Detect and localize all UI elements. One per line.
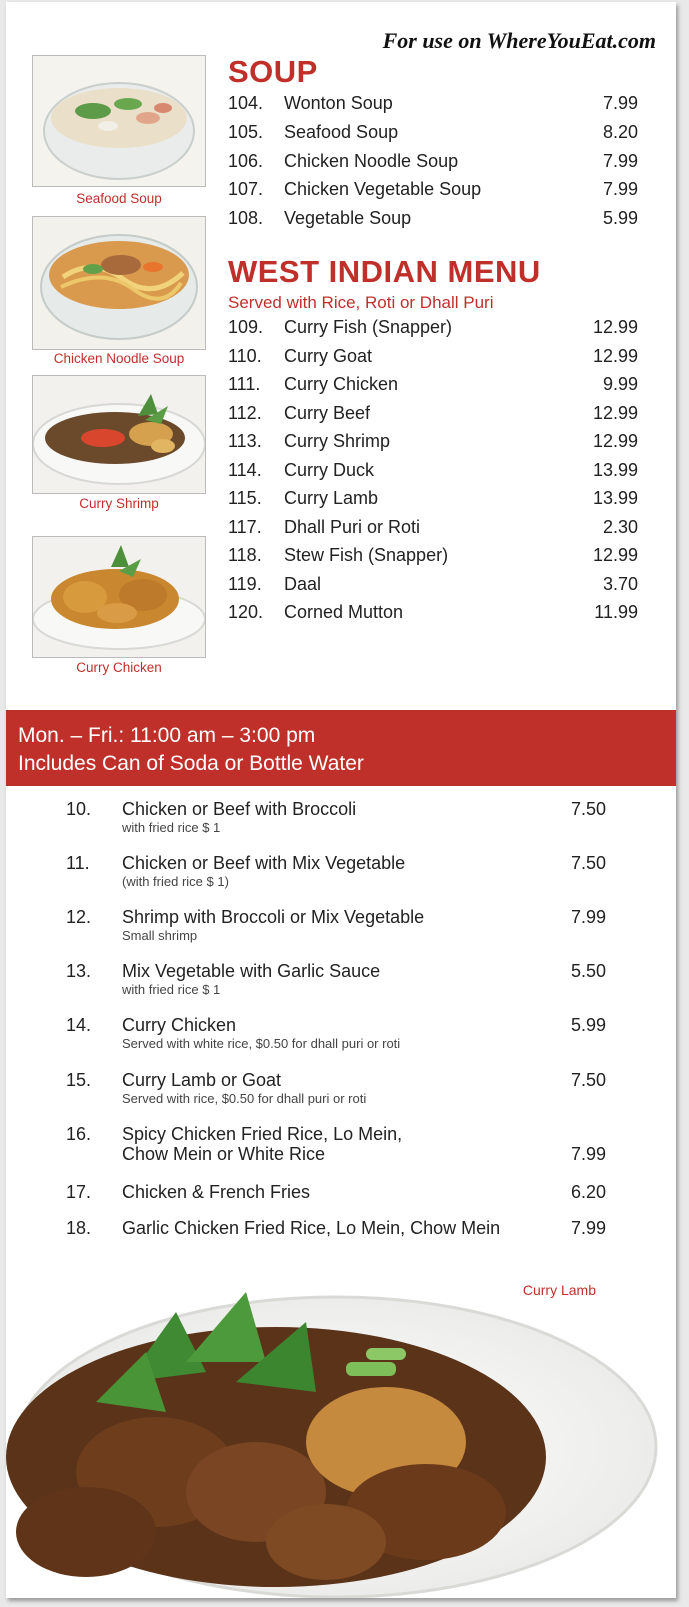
item-name: Dhall Puri or Roti — [284, 517, 421, 537]
item-note: Small shrimp — [122, 928, 198, 943]
chicken-noodle-soup-photo — [32, 216, 206, 350]
menu-item — [228, 122, 638, 144]
item-note: Served with white rice, $0.50 for dhall puri or roti — [122, 1036, 401, 1051]
item-price: 7.50 — [570, 853, 606, 873]
item-price: 7.50 — [570, 799, 606, 819]
item-number: 13. — [66, 961, 92, 981]
item-note: with fried rice $ 1 — [122, 982, 221, 997]
item-number: 112. — [228, 403, 262, 423]
item-number: 110. — [228, 346, 262, 366]
menu-item — [228, 346, 638, 368]
item-number: 11. — [66, 853, 90, 873]
item-note: with fried rice $ 1 — [122, 820, 221, 835]
menu-item — [228, 431, 638, 453]
item-note: Served with rice, $0.50 for dhall puri or roti — [122, 1091, 367, 1106]
chicken-noodle-soup-caption: Chicken Noodle Soup — [53, 351, 185, 366]
item-price: 7.99 — [570, 907, 606, 927]
item-name: Stew Fish (Snapper) — [284, 545, 449, 565]
curry-chicken-caption: Curry Chicken — [76, 660, 162, 675]
west-indian-heading: WEST INDIAN MENU — [228, 254, 541, 289]
item-number: 104. — [228, 93, 264, 113]
item-name: Seafood Soup — [284, 122, 399, 142]
soup-heading: SOUP — [228, 54, 318, 89]
menu-item — [228, 151, 638, 173]
curry-shrimp-caption: Curry Shrimp — [79, 496, 159, 511]
item-price: 7.50 — [570, 1070, 606, 1090]
menu-item — [228, 93, 638, 115]
item-price: 5.50 — [570, 961, 606, 981]
item-name: Chicken Vegetable Soup — [284, 179, 482, 199]
curry-lamb-caption: Curry Lamb — [522, 1282, 596, 1298]
item-name: Shrimp with Broccoli or Mix Vegetable — [122, 907, 425, 927]
item-name: Curry Goat — [284, 346, 373, 366]
item-price: 12.99 — [592, 403, 638, 423]
item-number: 117. — [228, 517, 262, 537]
item-name: Chicken & French Fries — [122, 1182, 311, 1202]
item-name: Chicken or Beef with Broccoli — [122, 799, 357, 819]
item-name: Curry Fish (Snapper) — [284, 317, 453, 337]
item-number: 14. — [66, 1015, 92, 1035]
item-price: 5.99 — [570, 1015, 606, 1035]
item-number: 115. — [228, 488, 262, 508]
item-number: 10. — [66, 799, 92, 819]
item-number: 16. — [66, 1124, 92, 1144]
item-name: Chicken Noodle Soup — [284, 151, 459, 171]
menu-item — [228, 460, 638, 482]
item-name: Daal — [284, 574, 322, 594]
menu-item — [228, 208, 638, 230]
item-number: 120. — [228, 602, 264, 622]
item-price: 12.99 — [592, 545, 638, 565]
item-name: Vegetable Soup — [284, 208, 412, 228]
item-price: 7.99 — [570, 1144, 606, 1164]
item-price: 7.99 — [602, 93, 638, 113]
curry-chicken-photo — [32, 536, 206, 658]
item-number: 108. — [228, 208, 264, 228]
menu-item — [228, 374, 638, 396]
item-number: 113. — [228, 431, 262, 451]
item-number: 109. — [228, 317, 264, 337]
item-price: 6.20 — [570, 1182, 606, 1202]
item-name-line2: Chow Mein or White Rice — [122, 1144, 326, 1164]
item-number: 105. — [228, 122, 264, 142]
item-name: Curry Beef — [284, 403, 371, 423]
item-price: 8.20 — [602, 122, 638, 142]
item-price: 11.99 — [594, 602, 638, 622]
item-price: 3.70 — [602, 574, 638, 594]
menu-item — [228, 545, 638, 567]
item-name: Chicken or Beef with Mix Vegetable — [122, 853, 406, 873]
item-note: (with fried rice $ 1) — [122, 874, 229, 889]
menu-item — [228, 488, 638, 510]
item-number: 119. — [228, 574, 262, 594]
menu-item — [228, 602, 638, 624]
item-name: Wonton Soup — [284, 93, 393, 113]
item-price: 12.99 — [592, 346, 638, 366]
item-name: Curry Lamb — [284, 488, 379, 508]
item-price: 2.30 — [602, 517, 638, 537]
menu-item — [228, 574, 638, 596]
item-number: 111. — [228, 374, 261, 394]
item-number: 118. — [228, 545, 262, 565]
item-name: Curry Chicken — [284, 374, 399, 394]
item-name: Corned Mutton — [284, 602, 404, 622]
item-number: 12. — [66, 907, 92, 927]
menu-page — [6, 2, 676, 1598]
curry-shrimp-photo — [32, 375, 206, 494]
menu-item — [228, 317, 638, 339]
menu-item — [228, 179, 638, 201]
item-name: Curry Lamb or Goat — [122, 1070, 282, 1090]
item-name: Curry Shrimp — [284, 431, 391, 451]
item-number: 106. — [228, 151, 264, 171]
west-indian-subtitle: Served with Rice, Roti or Dhall Puri — [228, 293, 494, 312]
menu-item — [228, 403, 638, 425]
item-price: 13.99 — [592, 460, 638, 480]
item-name: Curry Chicken — [122, 1015, 237, 1035]
item-name: Mix Vegetable with Garlic Sauce — [122, 961, 381, 981]
item-price: 5.99 — [602, 208, 638, 228]
item-number: 17. — [66, 1182, 92, 1202]
item-price: 9.99 — [602, 374, 638, 394]
menu-item — [228, 517, 638, 539]
item-number: 15. — [66, 1070, 92, 1090]
item-name: Curry Duck — [284, 460, 375, 480]
item-name: Spicy Chicken Fried Rice, Lo Mein, — [122, 1124, 403, 1144]
watermark: For use on WhereYouEat.com — [382, 28, 656, 53]
seafood-soup-photo — [32, 55, 206, 187]
item-number: 107. — [228, 179, 264, 199]
item-price: 12.99 — [592, 317, 638, 337]
lunch-special-banner — [6, 710, 676, 786]
item-number: 114. — [228, 460, 262, 480]
lunch-hours: Mon. – Fri.: 11:00 am – 3:00 pm — [18, 724, 316, 747]
lunch-includes: Includes Can of Soda or Bottle Water — [18, 752, 364, 775]
item-name: Garlic Chicken Fried Rice, Lo Mein, Chow Mein — [122, 1218, 501, 1238]
curry-lamb-photo — [6, 1252, 676, 1598]
item-price: 7.99 — [602, 151, 638, 171]
item-price: 13.99 — [592, 488, 638, 508]
item-price: 7.99 — [602, 179, 638, 199]
item-price: 7.99 — [570, 1218, 606, 1238]
seafood-soup-caption: Seafood Soup — [76, 191, 162, 206]
item-number: 18. — [66, 1218, 92, 1238]
item-price: 12.99 — [592, 431, 638, 451]
